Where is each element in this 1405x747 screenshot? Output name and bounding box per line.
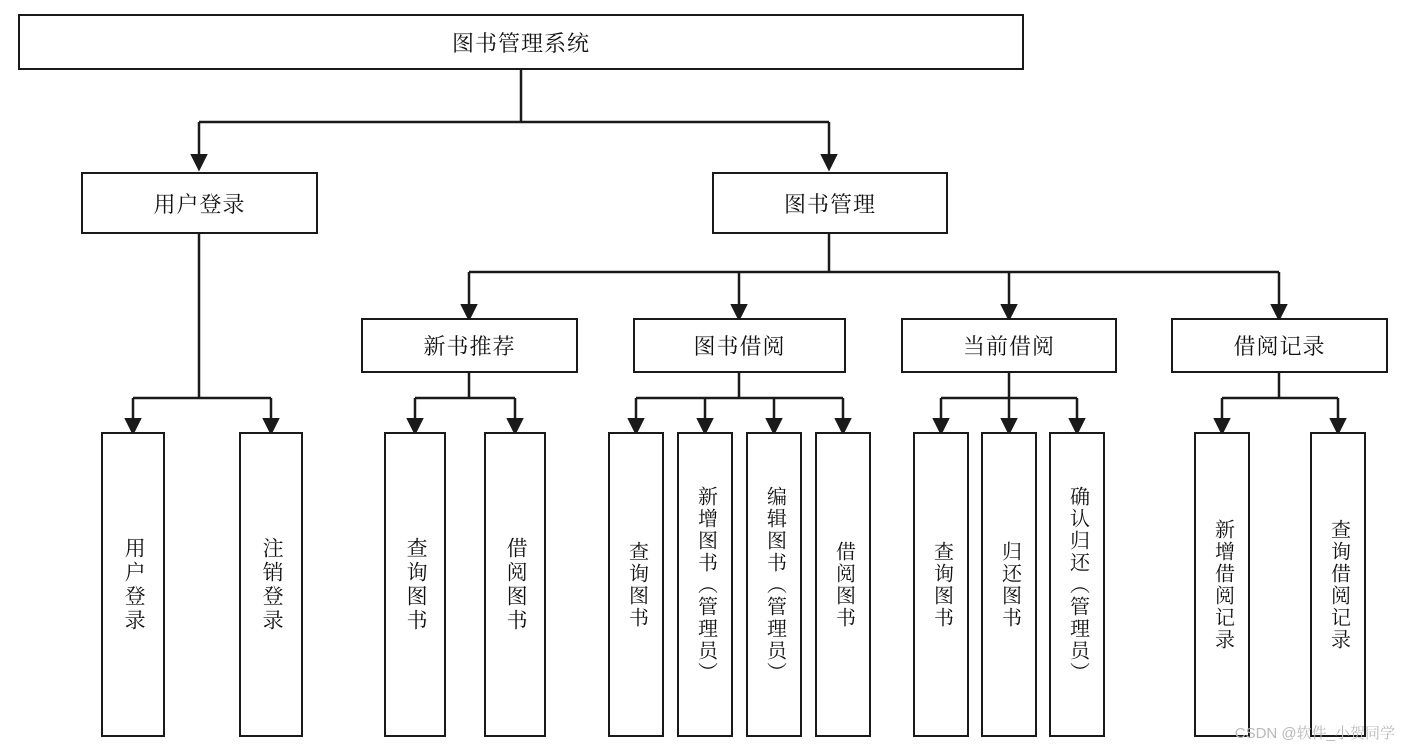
leaf-current-confirm-return[interactable]: 确认归还（管理员） bbox=[1049, 432, 1105, 737]
leaf-borrow-query-book[interactable]: 查询图书 bbox=[608, 432, 664, 737]
leaf-new-book-query[interactable]: 查询图书 bbox=[384, 432, 446, 737]
leaf-new-book-borrow[interactable]: 借阅图书 bbox=[484, 432, 546, 737]
leaf-current-return-book[interactable]: 归还图书 bbox=[981, 432, 1037, 737]
leaf-borrow-borrow-book[interactable]: 借阅图书 bbox=[815, 432, 871, 737]
leaf-current-query-book[interactable]: 查询图书 bbox=[913, 432, 969, 737]
node-new-book-recommend[interactable]: 新书推荐 bbox=[361, 318, 578, 373]
leaf-user-login-login[interactable]: 用户登录 bbox=[101, 432, 165, 737]
node-user-login[interactable]: 用户登录 bbox=[81, 172, 318, 234]
node-book-management[interactable]: 图书管理 bbox=[712, 172, 948, 234]
watermark: CSDN @软件_小贺同学 bbox=[1234, 725, 1395, 742]
node-root[interactable]: 图书管理系统 bbox=[18, 14, 1024, 70]
leaf-record-add-record[interactable]: 新增借阅记录 bbox=[1194, 432, 1250, 737]
leaf-record-query-record[interactable]: 查询借阅记录 bbox=[1310, 432, 1366, 737]
node-current-borrow[interactable]: 当前借阅 bbox=[901, 318, 1117, 373]
leaf-user-login-logout[interactable]: 注销登录 bbox=[239, 432, 303, 737]
leaf-borrow-edit-book[interactable]: 编辑图书（管理员） bbox=[746, 432, 802, 737]
node-book-borrow[interactable]: 图书借阅 bbox=[633, 318, 846, 373]
node-borrow-record[interactable]: 借阅记录 bbox=[1171, 318, 1388, 373]
leaf-borrow-add-book[interactable]: 新增图书（管理员） bbox=[677, 432, 733, 737]
